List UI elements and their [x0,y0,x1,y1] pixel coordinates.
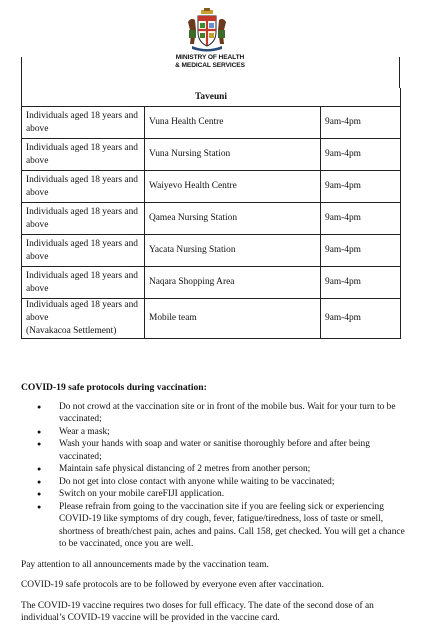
fiji-coat-of-arms-icon [184,8,230,54]
eligible-group-note: (Navakacoa Settlement) [26,326,117,336]
eligible-group-cell: Individuals aged 18 years and above [22,139,145,171]
table-row [22,139,401,171]
list-item: ● Maintain safe physical distancing of 2 metres from another person; [59,463,406,476]
location-cell: Vuna Nursing Station [145,139,321,171]
table-title-row [22,88,401,107]
time-cell: 9am-4pm [321,235,401,267]
ministry-name-line1: MINISTRY OF HEALTH [175,54,245,61]
location-cell: Qamea Nursing Station [145,203,321,235]
list-item: ● Wear a mask; [59,426,406,439]
list-item: ● Please refrain from going to the vaccination site if you are feeling sick or experiencing COVID-19 like symptoms of dry cough, fever, fatigue/tiredness, loss of taste or smell, shortness of breath/chest pain, aches and pains. Call 158, get checked. You will get a chance to be vaccinated, once you are well. [59,501,406,551]
list-item: ● Wash your hands with soap and water or sanitise thoroughly before and after being vaccinated; [59,438,406,463]
announcement-paragraph: Pay attention to all announcements made by the vaccination team. [21,559,269,570]
vaccination-schedule-table [21,88,401,339]
list-item: ● Switch on your mobile careFIJI application. [59,488,406,501]
time-cell: 9am-4pm [321,267,401,299]
eligible-group-cell: Individuals aged 18 years and above [22,107,145,139]
eligible-group-cell [22,299,145,339]
eligible-group-text: Individuals aged 18 years and above [26,300,138,323]
eligible-group-cell: Individuals aged 18 years and above [22,267,145,299]
table-row [22,267,401,299]
location-cell: Mobile team [145,299,321,339]
time-cell: 9am-4pm [321,139,401,171]
table-row [22,107,401,139]
safe-protocols-section [21,382,406,625]
list-item: ● Do not get into close contact with anyone while waiting to be vaccinated; [59,476,406,489]
table-row [22,171,401,203]
table-frame-top [21,57,400,88]
time-cell: 9am-4pm [321,107,401,139]
table-row [22,203,401,235]
after-vaccination-paragraph: COVID-19 safe protocols are to be followed by everyone even after vaccination. [21,580,325,590]
protocols-heading: COVID-19 safe protocols during vaccination: [21,382,207,393]
time-cell: 9am-4pm [321,203,401,235]
eligible-group-cell: Individuals aged 18 years and above [22,203,145,235]
table-title: Taveuni [22,88,401,107]
eligible-group-cell: Individuals aged 18 years and above [22,235,145,267]
table-row [22,235,401,267]
table-row [22,299,401,339]
list-item: ● Do not crowd at the vaccination site or in front of the mobile bus. Wait for your turn to be vaccinated; [59,401,406,426]
time-cell: 9am-4pm [321,171,401,203]
location-cell: Yacata Nursing Station [145,235,321,267]
location-cell: Vuna Health Centre [145,107,321,139]
location-cell: Waiyevo Health Centre [145,171,321,203]
two-doses-paragraph: The COVID-19 vaccine requires two doses for full efficacy. The date of the second dose of an individual’s COVID-19 vaccine will be provided in the vaccine card. [21,600,374,623]
location-cell: Naqara Shopping Area [145,267,321,299]
eligible-group-cell: Individuals aged 18 years and above [22,171,145,203]
ministry-name-line2: & MEDICAL SERVICES [175,62,245,69]
protocols-list [21,401,406,551]
time-cell: 9am-4pm [321,299,401,339]
